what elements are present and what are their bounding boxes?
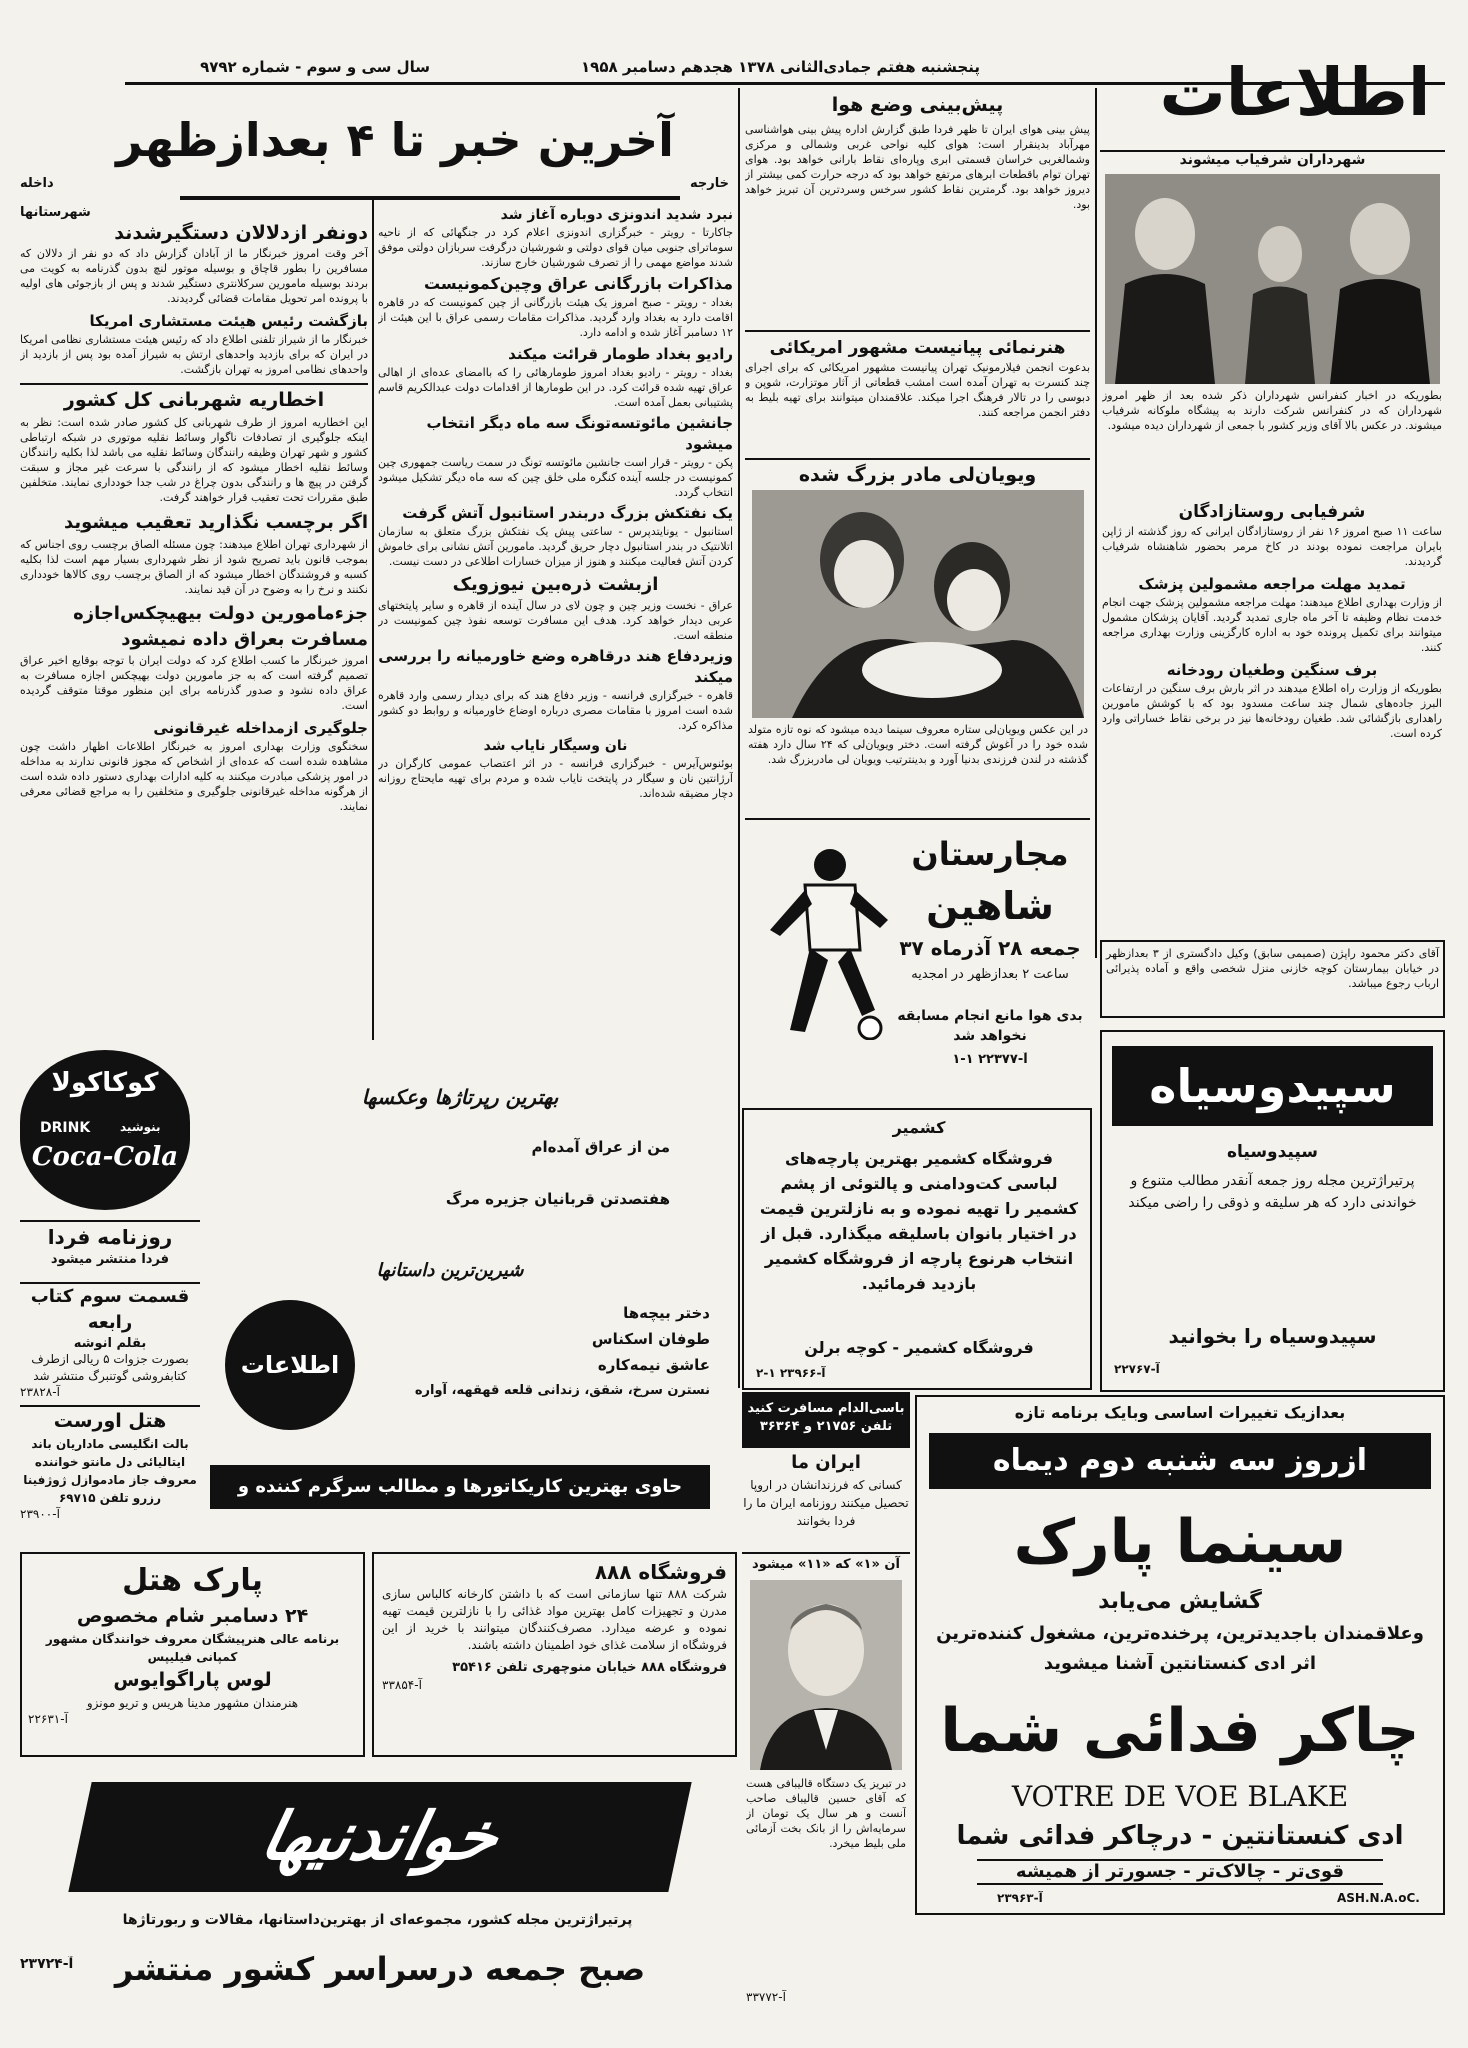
weekly-item-1-text [250,1159,670,1187]
text-iraq-travel: امروز خبرنگار ما کسب اطلاع کرد که دولت ایران با توجه بوقایع اخیر عراق تصمیم گرفته است که به جز مامورین دولت بهیچکس اجازه مسافرت به عراق داده نشود و صدور گذرنامه برای این منظور موقتا متوقف گردیده است. [20,654,368,712]
khandaniha-bottom: صبح جمعه درسراسر کشور منتشر [114,1950,646,1988]
coke-name: Coca-Cola [31,1142,179,1172]
col-foreign [378,205,733,1035]
cinema-opening: گشایش می‌یابد [1098,1589,1262,1614]
sepid-code: آ-۲۲۷۶۷ [1114,1362,1160,1376]
text-brokers: آخر وقت امروز خبرنگار ما از آبادان گزارش داد که دو نفر از دلالان که مسافرین را بطور قاچاق و بوسیله موتور لنچ بدون گذرنامه به کویت می بردند بوسیله مامورین سرکلانتری دستگیر شدند و پس از بازجوئی های اولیه با پرونده امر تحویل مقامات قضائی گردیدند. [20,247,368,305]
headline-india-defense: وزیردفاع هند درقاهره وضع خاورمیانه را بررسی میکند [378,647,733,686]
cinema-film-en: VOTRE DE VOE BLAKE [1011,1780,1349,1813]
headline-mao: جانشین مائوتسه‌تونگ سه ماه دیگر انتخاب میشود [426,414,733,453]
ad-football [745,818,1090,1098]
divider-2 [738,88,740,1388]
text-iraq-china: بغداد - رویتر - صبح امروز یک هیئت بازرگانی از چین کمونیست که در قاهره اقامت دارد به بغداد وارد گردید. مذاکرات مقامات رسمی عراق با این هیئت از ۱۲ دسامبر آغاز شده و ادامه دارد. [378,296,733,339]
portrait-code: آ-۳۳۷۷۲ [746,1990,786,2004]
portrait-head: آن «۱» که «۱۱» میشود [752,1557,900,1572]
store888-title: فروشگاه ۸۸۸ [594,1560,727,1584]
portrait-photo [750,1580,902,1770]
weekly-list-2: طوفان اسکناس [591,1330,710,1348]
store888-code: آ-۳۳۸۵۴ [382,1678,422,1692]
ad-cocacola [20,1050,190,1210]
divider-1 [372,200,374,1040]
tag-foreign: خارجه [690,176,729,191]
masthead-logo: اطلاعات [1159,54,1431,131]
book-title: قسمت سوم کتاب رابعه [30,1286,190,1333]
headline-village: شرفیابی روستازادگان [1178,502,1366,522]
coke-fa: کوکاکولا [51,1068,159,1098]
book-code: آ-۲۳۸۲۸ [20,1385,60,1399]
cinema-star: ادی کنستانتین - درچاکر فدائی شما [956,1821,1404,1851]
book-author: بقلم انوشه [73,1336,147,1351]
cinema-sig: ASH.N.A.oC. [1337,1891,1420,1905]
text-label: از شهرداری تهران اطلاع میدهند: چون مسئله الصاق برچسب روی اجناس که بموجب قانون باید تصریح شود از نظر شهرداری بسیار مهم است لذا بکلیه کسبه و فروشندگان اخطار میشود که از الصاق برچسب روی کالاها خودداری نکنند و نرخ را به وضوح در آن قید نمایند. [20,538,368,596]
weather-body: پیش بینی هوای ایران تا ظهر فردا طبق گزارش اداره پیش بینی هواشناسی مهرآباد بدینقرار است: هوای کلیه نواحی غربی وشمالی و مرکزی وشمالغربی خراسان قسمتی ابری وپاره‌ای نقاط بارانی خواهد بود. هوای تهران توام باقطعات ابر‌های مرتفع خواهد بود که درجه حرارت کمی بیشتر از دیروز خواهد بود. گرمترین نقاط کشور سرخس وسردترین آن تبریز خواهد بود. [745,123,1090,211]
weekly-items [250,1135,670,1245]
mayors-label: شهرداران شرفیاب میشوند [1100,150,1445,172]
store888-body: شرکت ۸۸۸ تنها سازمانی است که با داشتن کارخانه کالباس سازی مدرن و تجهیزات کامل بهترین مواد غذائی را با نازلترین قیمت تهیه نموده و عرضه میدارد. مصرف‌کنندگان میتوانند با خرید از این فروشگاه از سلامت غذای خود اطمینان داشته باشند. [382,1587,727,1652]
park-hotel-date: ۲۴ دسامبر شام مخصوص [76,1605,309,1627]
text-mao: پکن - رویتر - قرار است جانشین مائوتسه تونگ در سمت ریاست جمهوری چین کمونیست در جلسه آینده کنگره ملی خلق چین که سه ماه دیگر تشکیل میشود انتخاب گردد. [378,456,733,499]
tomorrow-sub: فردا منتشر میشود [50,1252,170,1267]
cashmere-code: آ-۲۳۹۶۶ ۱-۲ [756,1366,826,1380]
text-police-notice: این اخطاریه امروز از طرف شهربانی کل کشور صادر شده است: نظر به اینکه جلوگیری از تصادفات ناگوار وسائط نقلیه موتوری در شبکه ارتباطی کشور و شهر تهران وظیفه رانندگان وسائط نقلیه می باشد لذا بکلیه رانندگان وسائط نقلیه اخطار میشود که از رانندگی با سرعت غیر مجاز و سبقت گرفتن در پیچ ها و رانندگی بدون چراغ در شب جدا خودداری نمایند. متخلفین طبق مقررات تحت تعقیب قرار خواهند گرفت. [20,416,368,504]
rule-concert [745,330,1090,332]
ad-park-hotel [20,1552,365,1757]
park-hotel-title: پارک هتل [122,1563,263,1598]
park-hotel-name: لوس پاراگوایوس [113,1669,272,1691]
headline-illegal: جلوگیری ازمداخله غیرقانونی [153,719,368,737]
park-hotel-body: برنامه عالی هنرپیشگان معروف خوانندگان مشهور کمپانی فیلیپس [45,1632,340,1664]
weekly-header: بهترین رپرتاژها وعکسها [361,1085,559,1109]
vivien-photo [752,490,1084,718]
khandaniha-logo: خواندنیها [68,1782,691,1892]
sepid-title: سپیدوسیاه [1226,1142,1319,1162]
store888-address: فروشگاه ۸۸۸ خیابان منوچهری تلفن ۳۵۴۱۶ [452,1660,727,1675]
concert-title: هنرنمائی پیانیست مشهور امریکائی [769,338,1066,358]
ad-cinema-park [915,1395,1445,1915]
weekly-banner: حاوی بهترین کاریکاتورها و مطالب سرگرم کننده و [210,1465,710,1509]
iran-ma-body: کسانی که فرزندانشان در اروپا تحصیل میکنند روزنامه ایران ما را فردا بخوانند [743,1478,909,1528]
cinema-line2: اثر ادی کنستانتین آشنا میشوید [1043,1653,1317,1674]
text-radio-baghdad: بغداد - رویتر - رادیو بغداد امروز طومارهائی را که باامضای عده‌ای از اهالی عراق تهیه شده قرائت کرد. در این طومارها از اقدامات دولت عبدالکریم قاسم پشتیبانی بعمل آمده است. [378,366,733,409]
iran-ma-title: ایران ما [791,1452,861,1473]
football-time: ساعت ۲ بعدازظهر در امجدیه [911,967,1069,982]
park-hotel-sub: هنرمندان مشهور مدینا هریس و تریو مونزو [86,1696,299,1710]
mayors-caption: بطوریکه در اخبار کنفرانس شهرداران ذکر شده بعد از ظهر امروز شهرداران که در کنفرانس شرکت دارند به پیشگاه ملوکانه شرفیاب میشوند. در عکس بالا آقای وزیر کشور با جمعی از شهرداران دیده میشود. [1102,389,1442,432]
book-body: بصورت جزوات ۵ ریالی ازطرف کتابفروشی گوتنبرگ منتشر شد [31,1352,189,1383]
sepid-cta: سپیدوسیاه را بخوانید [1168,1324,1377,1348]
august-title: هتل اورست [53,1410,167,1432]
headline-newsweek: ازبشت ذره‌بین نیوزویک [452,574,659,595]
mayors-photo [1105,174,1440,384]
weather-box [745,92,1090,327]
travel-title: باسی‌الدام مسافرت کنید [747,1401,905,1416]
headline-police-notice: اخطاریه شهربانی کل کشور [20,383,368,415]
coke-fa2: بنوشید [120,1120,161,1134]
divider-3 [1095,88,1097,958]
text-newsweek: عراق - نخست وزیر چین و چون لای در سال آینده از قاهره و سایر پایتختهای عربی دیدار خواهد کرد. هدف این مسافرت توسعه نفوذ چین کمونیست در منطقه است. [378,599,733,642]
cinema-date: ازروز سه شنبه دوم دیماه [929,1433,1431,1489]
ad-cashmere [742,1108,1092,1390]
weekly-list [370,1300,710,1420]
vivien-photo-art [752,490,1084,718]
text-mission: خبرنگار ما از شیراز تلفنی اطلاع داد که رئیس هیئت مستشاری نظامی امریکا در ایران که برای بازدید واحدهای ارتش به شیراز آمده بود پس از بازدید از واحدهای نظامی امروز به تهران بازگشت. [20,333,368,376]
portrait-caption: در تبریز یک دستگاه قالیبافی هست که آقای حسین قالیباف صاحب آنست و هر سال یک تومان از سرمایه‌اش را از بانک بخت آزمائی ملی بلیط میخرد. [746,1777,906,1850]
mayors-news [1102,500,1442,940]
football-team: شاهین [926,884,1054,928]
sepid-body: پرتیراژترین مجله روز جمعه آنقدر مطالب متنوع و خواندنی دارد که هر سلیقه و ذوقی را راضی میکند [1128,1173,1417,1211]
khandaniha-code: آ-۲۳۷۲۴ [20,1956,74,1972]
ad-sepid [1100,1030,1445,1392]
date-line: پنجشنبه هفتم جمادی‌الثانی ۱۳۷۸ هجدهم دسامبر ۱۹۵۸ [581,58,980,76]
weekly-mid: شیرین‌ترین داستانها [376,1260,524,1281]
headline-rule [180,196,680,200]
year-issue: سال سی و سوم - شماره ۹۷۹۲ [200,58,430,76]
text-tanker: استانبول - یونایتدپرس - ساعتی پیش یک نفتکش بزرگ متعلق به سازمان اتلانتیک در بندر استانبول دچار حریق گردید. مامورین آتش نشانی برای خاموش کردن آتش فعالیت میکنند و هنوز از میزان خسارات اطلاعی در دست نیست. [378,525,733,568]
august-code: آ-۲۳۹۰۰ [20,1507,60,1521]
masthead-rule [125,82,1445,85]
football-code: ۱-۱ آ-۲۲۳۷۷ [952,1052,1028,1067]
text-india-defense: قاهره - خبرگزاری فرانسه - وزیر دفاع هند که برای دیدار رسمی وارد قاهره شده است امروز با مقامات مصری درباره اوضاع خاورمیانه و روابط دو کشور مذاکره کرد. [378,689,733,732]
ad-store888 [372,1552,737,1757]
khandaniha-line: پرتیراژترین مجله کشور، مجموعه‌ای از بهترین‌داستانها، مقالات و ربورتاژها [122,1912,633,1928]
cashmere-brand: کشمیر [892,1118,946,1137]
vivien-caption: در این عکس ویویان‌لی ستاره معروف سینما دیده میشود که نوه تازه متولد شده خود را در آغوش گرفته است. دختر ویویان‌لی که ۲۴ سال دارد هفته گذشته در لندن فرزندی بدنیا آورد و بدینترتیب ویویان لی مادربزرگ شد. [748,723,1088,766]
tomorrow-title: روزنامه فردا [47,1225,173,1249]
text-bread: بوئنوس‌آیرس - خبرگزاری فرانسه - در اثر اعتصاب عمومی کارگران در آرژانتین نان و سیگار در پایتخت نایاب شده و مردم برای تهیه مایحتاج روزانه دچار مضیقه شده‌اند. [378,757,733,800]
headline-mission: بازگشت رئیس هیئت مستشاری امریکا [89,312,368,330]
cinema-name: سینما پارک [1013,1507,1347,1577]
headline-doctors: تمدید مهلت مراجعه مشمولین پزشک [1138,575,1406,593]
portrait-photo-art [750,1580,902,1770]
sepid-logo: سپیدوسیاه [1112,1046,1433,1126]
football-note: بدی هوا مانع انجام مسابقه نخواهد شد [897,1008,1083,1044]
main-headline: آخرین خبر تا ۴ بعدازظهر [116,113,674,167]
mayors-photo-art [1105,174,1440,384]
travel-phone: تلفن ۲۱۷۵۶ و ۳۶۳۶۴ [759,1419,893,1434]
cinema-film: چاکر فدائی شما [940,1696,1420,1766]
weekly-item-1: من از عراق آمده‌ام [531,1138,670,1156]
cinema-tagline: قوی‌تر - چالاک‌تر - جسورتر از همیشه [977,1859,1383,1885]
col-domestic [20,205,368,1035]
weekly-list-1: دختر بیچه‌ها [623,1304,710,1322]
coke-drink: DRINK [40,1120,91,1136]
tag-internal: داخله [20,176,54,191]
cashmere-body: فروشگاه کشمیر بهترین پارچه‌های لباسی کت‌ودامنی و پالتوئی از پشم کشمیر را تهیه نموده و به نازلترین قیمت در اختیار بانوان باسلیقه میگذارد. قبل از انتخاب هرنوع پارچه از فروشگاه کشمیر بازدید فرمائید. [759,1149,1079,1293]
text-illegal: سخنگوی وزارت بهداری امروز به خبرنگار اطلاعات اظهار داشت چون مشاهده شده است که عده‌ای از اشخاص که مجوز قانونی ندارند به مداخله در امور پزشکی مبادرت میکنند به کلیه ادارات بهداری دستور داده شده است از هرگونه مداخله غیرقانونی جلوگیری و متخلفین را به مراجع قضائی معرفی نمایند. [20,740,368,813]
cashmere-address: فروشگاه کشمیر - کوچه برلن [804,1338,1034,1357]
football-title: مجارستان [911,835,1069,873]
vivien-title: ویویان‌لی مادر بزرگ شده [745,458,1090,488]
ad-tomorrow [20,1220,200,1280]
portrait-box [742,1552,910,2012]
concert-body: بدعوت انجمن فیلارمونیک تهران پیانیست مشهور امریکائی که برای اجرای چند کنسرت به تهران آمده است امشب قطعاتی از آثار موتزارت، شوپن و دبوسی را در تالار فرهنگ اجرا میکند. علاقمندان میتوانند برای تهیه بلیط به دفتر انجمن مراجعه کنند. [745,361,1090,419]
weekly-logo: اطلاعات [225,1300,355,1430]
august-body: بالت انگلیسی ماداریان باند ایتالیائی دل مانتو خواننده معروف جاز مادموازل ژوژفینا رزرو تلفن ۶۹۷۱۵ [23,1437,197,1505]
headline-iraq-china: مذاکرات بازرگانی عراق وچین‌کمونیست [423,274,733,293]
park-hotel-code: آ-۲۲۶۳۱ [28,1712,68,1726]
ad-august-hotel [20,1405,200,1550]
headline-iraq-travel: جزءمامورین دولت بیهیچکس‌اجازه‌ مسافرت بعراق داده نمیشود [73,603,368,650]
text-doctors: از وزارت بهداری اطلاع میدهند: مهلت مراجعه مشمولین پزشک جهت انجام خدمت نظام وظیفه تا آخر ماه جاری تمدید گردید. آقایان پزشکان مشمول میتوانند برای تکمیل پرونده خود به اداره کارگزینی وزارت بهداری مراجعه کنند. [1102,596,1442,654]
ad-book [20,1282,200,1402]
headline-radio-baghdad: رادیو بغداد طومار قرائت میکند [508,345,733,363]
headline-label: اگر برچسب نگذارید تعقیب میشوید [63,512,368,533]
headline-tanker: یک نفتکش بزرگ دربندر استانبول آتش گرفت [402,504,733,522]
weather-title: پیش‌بینی وضع هوا [831,94,1004,116]
headline-bread: نان وسیگار نایاب شد [483,738,628,754]
headline-brokers: دونفر ازدلالان دستگیرشدند [114,222,368,244]
headline-snow: برف سنگین وطغیان رودخانه [1166,661,1378,679]
weekly-item-2: هفتصدتن قربانیان جزیره مرگ [445,1190,670,1208]
concert-box [745,336,1090,456]
text-snow: بطوریکه از وزارت راه اطلاع میدهند در اثر بارش برف سنگین در ارتفاعات البرز جاده‌های شمال چند ساعت مسدود بود که با کوشش مامورین راهداری بازگشائی شد. طغیان رودخانه‌ها نیز در برخی نقاط خساراتی وارد کرده است. [1102,682,1442,740]
cinema-header: بعدازیک تغییرات اساسی وبایک برنامه تازه [1014,1403,1346,1422]
cinema-line1: وعلاقمندان باجدیدترین، پرخنده‌ترین، مشغول کننده‌ترین [936,1623,1424,1644]
iran-ma [742,1450,910,1550]
footballer-icon [750,840,900,1040]
football-date: جمعه ۲۸ آذرماه ۳۷ [899,936,1081,960]
ad-travel [742,1392,910,1448]
cinema-code: آ-۲۳۹۶۳ [997,1891,1043,1905]
text-village: ساعت ۱۱ صبح امروز ۱۶ نفر از روستازادگان ایرانی که روز گذشته از ژاپن بایران مراجعت نموده بودند در کاخ مرمر بحضور شاهنشاه شرفیاب گردیدند. [1102,525,1442,568]
weekly-list-3: عاشق نیمه‌کاره [597,1356,710,1374]
ad-khandaniha [20,1762,735,2032]
text-indonesia: جاکارتا - رویتر - خبرگزاری اندونزی اعلام کرد در جنگهائی که از ناحیه سوماترای جنوبی میان قوای دولتی و شورشیان درگرفت سربازان دولتی موفق شدند مواضع مهمی را از تصرف شورشیان خارج سازند. [378,226,733,269]
ad-weekly [210,1045,710,1550]
weekly-list-4: نسترن سرخ، شقق، زندانی قلعه قهقهه، آواره [414,1383,710,1398]
lawyer-notice: آقای دکتر محمود راپژن (صمیمی سابق) وکیل دادگستری از ۳ بعدازظهر در خیابان بیمارستان کوچه خازنی منزل شخصی واقع و آماده پذیرائی ارباب رجوع میباشد. [1100,940,1445,1018]
section-cities: شهرستانها [20,205,91,220]
headline-indonesia: نبرد شدید اندونزی دوباره آغاز شد [500,207,733,223]
